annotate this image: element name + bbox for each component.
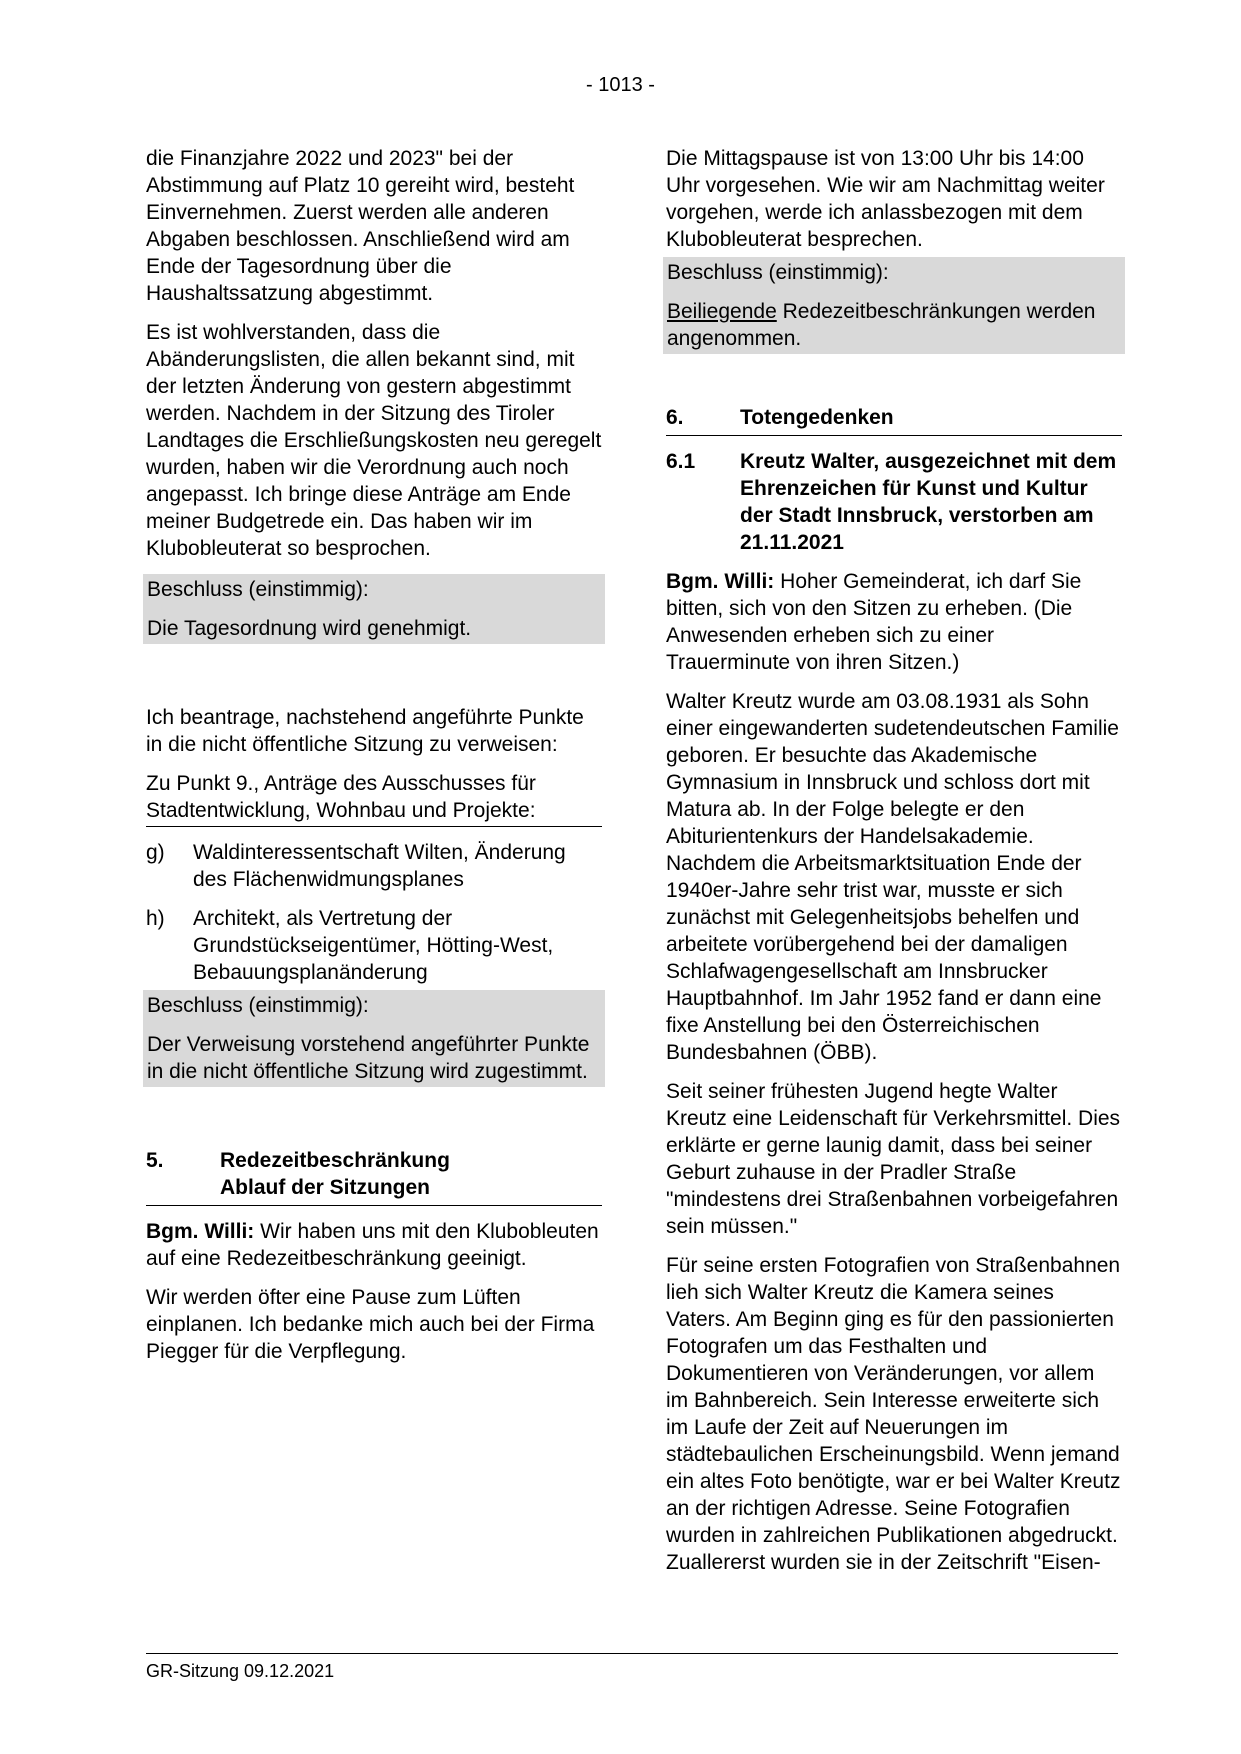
paragraph [666,568,1122,676]
paragraph: Seit seiner frühesten Jugend hegte Walter Kreutz eine Leidenschaft für Verkehrsmittel. Dies erklärte er gerne launig damit, dass bei seiner Geburt zuhause in der Pradler Straße "mindestens drei Straßenbahnen vorbeigefahren sein müssen." [666,1080,1121,1238]
resolution-text: Der Verweisung vorstehend angeführter Punkte in die nicht öffentliche Sitzung wird zugestimmt. [143,1025,605,1087]
list-text: Architekt, als Vertretung der Grundstückseigentümer, Hötting-West, Bebauungsplanänderung [193,907,554,984]
list-marker: h) [146,907,165,930]
paragraph: Walter Kreutz wurde am 03.08.1931 als Sohn einer eingewanderten sudetendeutschen Familie geboren. Er besuchte das Akademische Gymnasium in Innsbruck und schloss dort mit Matura ab. In der Folge belegte er den Abiturientenkurs der Handelsakademie. Nachdem die Arbeitsmarktsituation Ende der 1940er-Jahre sehr trist war, musste er sich zunächst mit Gelegenheitsjobs behelfen und arbeitete vorübergehend bei der damaligen Schlafwagengesellschaft am Innsbrucker Hauptbahnhof. Im Jahr 1952 fand er dann eine fixe Anstellung bei den Österreichischen Bundesbahnen (ÖBB). [666,690,1119,1064]
section-title-line: Redezeitbeschränkung [220,1149,450,1172]
resolution-box [666,257,1122,354]
right-column [666,145,1122,1588]
speech-text: Hoher Gemeinderat, ich darf Sie bitten, sich von den Sitzen zu erheben. (Die Anwesenden erheben sich zu einer Trauerminute von ihren Sitzen.) [666,570,1082,674]
paragraph: Die Mittagspause ist von 13:00 Uhr bis 14:00 Uhr vorgesehen. Wie wir am Nachmittag weiter vorgehen, werde ich anlassbezogen mit dem Klubobleuterat besprechen. [666,147,1105,251]
list-item [146,905,602,986]
resolution-label: Beschluss (einstimmig): [143,574,605,609]
page-number: - 1013 - [586,74,655,96]
resolution-text-rest: Redezeitbeschränkungen werden angenommen. [667,300,1096,350]
section-title: Totengedenken [740,406,894,429]
subsection-heading [666,448,1122,556]
section-title-line: Ablauf der Sitzungen [220,1176,430,1199]
resolution-label: Beschluss (einstimmig): [143,990,605,1025]
paragraph: die Finanzjahre 2022 und 2023" bei der Abstimmung auf Platz 10 gereiht wird, besteht Einvernehmen. Zuerst werden alle anderen Abgaben beschlossen. Anschließend wird am Ende der Tagesordnung über die Haushaltssatzung abgestimmt. [146,147,575,305]
list-marker: g) [146,841,165,864]
list-text: Waldinteressentschaft Wilten, Änderung des Flächenwidmungsplanes [193,841,566,891]
speaker-name: Bgm. Willi: [666,570,775,593]
paragraph: Wir werden öfter eine Pause zum Lüften einplanen. Ich bedanke mich auch bei der Firma Piegger für die Verpflegung. [146,1286,595,1363]
paragraph: Ich beantrage, nachstehend angeführte Punkte in die nicht öffentliche Sitzung zu verweisen: [146,706,584,756]
speech-text: Wir haben uns mit den Klubobleuten auf eine Redezeitbeschränkung geeinigt. [146,1220,599,1270]
paragraph: Es ist wohlverstanden, dass die Abänderungslisten, die allen bekannt sind, mit der letzten Änderung von gestern abgestimmt werden. Nachdem in der Sitzung des Tiroler Landtages die Erschließungskosten neu geregelt wurden, haben wir die Verordnung auch noch angepasst. Ich bringe diese Anträge am Ende meiner Budgetrede ein. Das haben wir im Klubobleuterat so besprochen. [146,321,602,560]
resolution-box [146,990,602,1087]
underlined-text: Beiliegende [667,300,777,323]
paragraph [146,1218,602,1272]
section-title [220,1147,602,1201]
section-number: 6. [666,406,684,429]
footer: GR-Sitzung 09.12.2021 [146,1653,1118,1682]
paragraph: Zu Punkt 9., Anträge des Ausschusses für Stadtentwicklung, Wohnbau und Projekte: [146,770,602,827]
resolution-text [663,292,1125,354]
list-item [146,839,602,893]
resolution-box [146,574,602,644]
section-heading [666,404,1122,436]
speaker-name: Bgm. Willi: [146,1220,255,1243]
left-column [146,145,602,1377]
section-number: 6.1 [666,450,696,473]
paragraph: Für seine ersten Fotografien von Straßenbahnen lieh sich Walter Kreutz die Kamera seines Vaters. Am Beginn ging es für den passionierten Fotografen um das Festhalten und Dokumentieren von Veränderungen, vor allem im Bahnbereich. Sein Interesse erweiterte sich im Laufe der Zeit auf Neuerungen im städtebaulichen Erscheinungsbild. Wenn jemand ein altes Foto benötigte, war er bei Walter Kreutz an der richtigen Adresse. Seine Fotografien wurden in zahlreichen Publikationen abgedruckt. Zuallererst wurden sie in der Zeitschrift "Eisen- [666,1254,1121,1574]
section-number: 5. [146,1149,164,1172]
resolution-text: Die Tagesordnung wird genehmigt. [143,609,605,644]
section-title: Kreutz Walter, ausgezeichnet mit dem Ehrenzeichen für Kunst und Kultur der Stadt Innsbruck, verstorben am 21.11.2021 [740,450,1117,554]
resolution-label: Beschluss (einstimmig): [663,257,1125,292]
section-heading [146,1147,602,1206]
